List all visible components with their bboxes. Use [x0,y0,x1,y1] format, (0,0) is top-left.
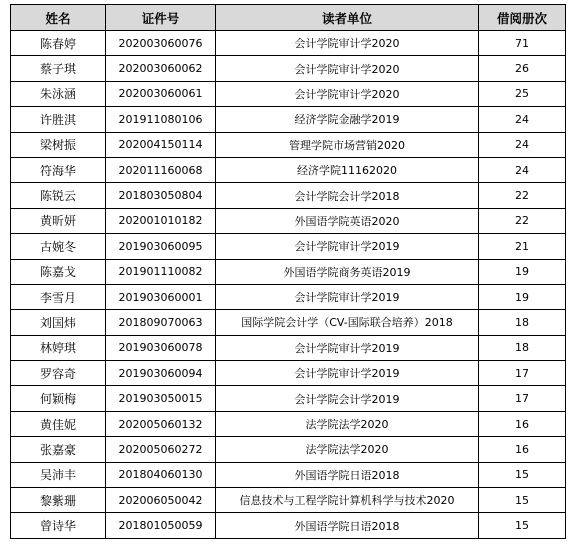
header-unit: 读者单位 [216,5,479,31]
cell-unit: 会计学院审计学2020 [216,56,479,81]
cell-name: 陈春婷 [11,31,106,56]
cell-id: 202006050042 [106,488,216,513]
cell-unit: 会计学院审计学2020 [216,81,479,106]
table-row [11,335,566,360]
cell-id: 201911080106 [106,107,216,132]
table-row [11,361,566,386]
table-row [11,234,566,259]
cell-name: 刘国炜 [11,310,106,335]
cell-unit: 会计学院会计学2018 [216,183,479,208]
cell-id: 202001010182 [106,208,216,233]
cell-name: 黄佳妮 [11,411,106,436]
cell-count: 17 [479,361,566,386]
cell-count: 17 [479,386,566,411]
table-row [11,31,566,56]
borrow-ranking-sheet [10,4,566,539]
table-row [11,56,566,81]
cell-id: 202003060076 [106,31,216,56]
cell-unit: 会计学院审计学2019 [216,361,479,386]
cell-id: 202005060272 [106,437,216,462]
cell-unit: 会计学院审计学2019 [216,284,479,309]
cell-name: 蔡子琪 [11,56,106,81]
cell-unit: 管理学院市场营销2020 [216,132,479,157]
cell-id: 201803050804 [106,183,216,208]
cell-unit: 国际学院会计学（CV-国际联合培养）2018 [216,310,479,335]
cell-count: 19 [479,259,566,284]
cell-id: 201903060095 [106,234,216,259]
cell-unit: 经济学院金融学2019 [216,107,479,132]
table-row [11,411,566,436]
cell-id: 201801050059 [106,513,216,538]
cell-id: 201809070063 [106,310,216,335]
cell-count: 24 [479,107,566,132]
cell-count: 15 [479,488,566,513]
cell-count: 19 [479,284,566,309]
cell-count: 22 [479,208,566,233]
table-row [11,310,566,335]
cell-count: 21 [479,234,566,259]
table-header-row [11,5,566,31]
cell-id: 202003060061 [106,81,216,106]
table-row [11,488,566,513]
cell-count: 25 [479,81,566,106]
cell-name: 符海华 [11,157,106,182]
table-row [11,513,566,538]
cell-unit: 外国语学院日语2018 [216,462,479,487]
cell-count: 18 [479,335,566,360]
cell-count: 26 [479,56,566,81]
cell-id: 201804060130 [106,462,216,487]
cell-count: 16 [479,437,566,462]
table-row [11,208,566,233]
cell-unit: 外国语学院英语2020 [216,208,479,233]
cell-name: 陈锐云 [11,183,106,208]
table-row [11,107,566,132]
cell-id: 202003060062 [106,56,216,81]
cell-count: 24 [479,157,566,182]
cell-count: 24 [479,132,566,157]
cell-name: 林婷琪 [11,335,106,360]
cell-id: 201901110082 [106,259,216,284]
cell-count: 15 [479,462,566,487]
cell-name: 李雪月 [11,284,106,309]
cell-unit: 信息技术与工程学院计算机科学与技术2020 [216,488,479,513]
cell-name: 曾诗华 [11,513,106,538]
cell-id: 202004150114 [106,132,216,157]
cell-name: 许胜淇 [11,107,106,132]
cell-count: 16 [479,411,566,436]
cell-name: 黄昕妍 [11,208,106,233]
cell-count: 71 [479,31,566,56]
cell-count: 15 [479,513,566,538]
table-body [11,31,566,539]
table-row [11,81,566,106]
cell-name: 朱泳涵 [11,81,106,106]
cell-unit: 法学院法学2020 [216,411,479,436]
cell-unit: 会计学院审计学2020 [216,31,479,56]
table-row [11,132,566,157]
cell-unit: 经济学院11162020 [216,157,479,182]
borrow-ranking-table [10,4,566,539]
cell-name: 罗容奇 [11,361,106,386]
cell-id: 201903060094 [106,361,216,386]
cell-id: 201903060078 [106,335,216,360]
cell-unit: 外国语学院商务英语2019 [216,259,479,284]
cell-name: 陈嘉戈 [11,259,106,284]
cell-id: 201903050015 [106,386,216,411]
header-id: 证件号 [106,5,216,31]
cell-name: 古婉冬 [11,234,106,259]
header-count: 借阅册次 [479,5,566,31]
cell-unit: 会计学院会计学2019 [216,386,479,411]
header-name: 姓名 [11,5,106,31]
table-row [11,157,566,182]
cell-name: 梁树振 [11,132,106,157]
cell-unit: 会计学院审计学2019 [216,335,479,360]
table-row [11,462,566,487]
table-row [11,284,566,309]
cell-unit: 会计学院审计学2019 [216,234,479,259]
cell-name: 黎紫珊 [11,488,106,513]
cell-name: 何颖梅 [11,386,106,411]
table-row [11,183,566,208]
cell-name: 张嘉豪 [11,437,106,462]
table-row [11,437,566,462]
cell-count: 22 [479,183,566,208]
cell-id: 201903060001 [106,284,216,309]
table-row [11,386,566,411]
table-row [11,259,566,284]
cell-name: 吴沛丰 [11,462,106,487]
cell-count: 18 [479,310,566,335]
cell-unit: 法学院法学2020 [216,437,479,462]
cell-id: 202011160068 [106,157,216,182]
cell-id: 202005060132 [106,411,216,436]
cell-unit: 外国语学院日语2018 [216,513,479,538]
